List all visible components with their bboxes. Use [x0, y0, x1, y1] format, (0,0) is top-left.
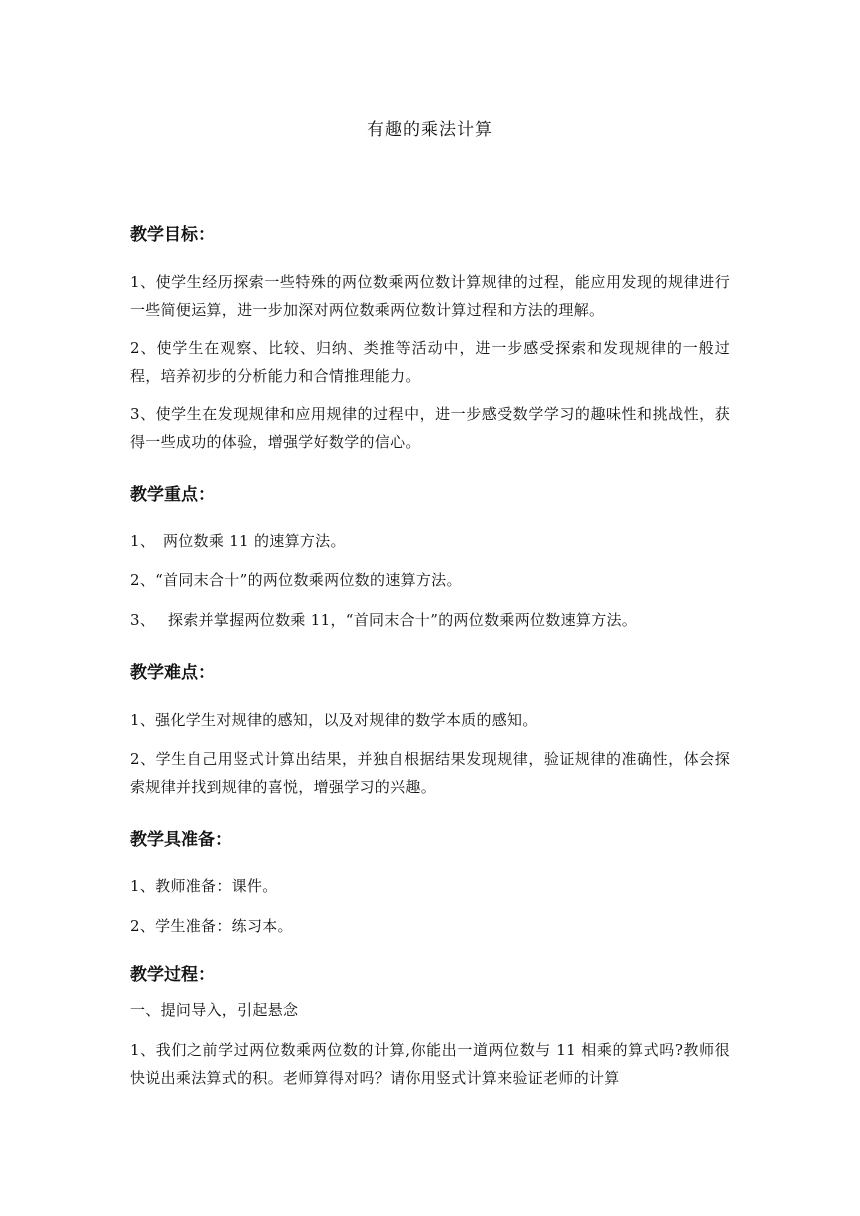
section-heading-process: 教学过程：	[130, 965, 215, 985]
section-heading-difficulties: 教学难点：	[130, 663, 215, 683]
difficulty-item-2: 2、学生自己用竖式计算出结果，并独自根据结果发现规律，验证规律的准确性，体会探索规律并找到规律的喜悦，增强学习的兴趣。	[130, 750, 730, 796]
section-heading-preparation: 教学具准备：	[130, 830, 232, 850]
key-point-item-2: 2、“首同末合十”的两位数乘两位数的速算方法。	[130, 571, 462, 589]
key-point-item-3: 3、 探索并掌握两位数乘 11，“首同末合十”的两位数乘两位数速算方法。	[130, 611, 638, 629]
goal-item-3: 3、使学生在发现规律和应用规律的过程中，进一步感受数学学习的趣味性和挑战性，获得一些成功的体验，增强学好数学的信心。	[130, 405, 730, 451]
goal-item-2: 2、使学生在观察、比较、归纳、类推等活动中，进一步感受探索和发现规律的一般过程，培养初步的分析能力和合情推理能力。	[130, 339, 730, 385]
key-point-item-1: 1、 两位数乘 11 的速算方法。	[130, 532, 346, 550]
process-item-1: 一、提问导入，引起悬念	[130, 1001, 299, 1019]
preparation-item-1: 1、教师准备：课件。	[130, 877, 278, 895]
section-heading-goals: 教学目标：	[130, 225, 215, 245]
difficulty-item-1: 1、强化学生对规律的感知，以及对规律的数学本质的感知。	[130, 711, 538, 729]
section-heading-key-points: 教学重点：	[130, 485, 215, 505]
document-title: 有趣的乘法计算	[367, 120, 493, 140]
process-item-2: 1、我们之前学过两位数乘两位数的计算,你能出一道两位数与 11 相乘的算式吗?教师很快说出乘法算式的积。老师算得对吗？请你用竖式计算来验证老师的计算	[130, 1041, 730, 1087]
goal-item-1: 1、使学生经历探索一些特殊的两位数乘两位数计算规律的过程，能应用发现的规律进行一些简便运算，进一步加深对两位数乘两位数计算过程和方法的理解。	[130, 273, 730, 319]
preparation-item-2: 2、学生准备：练习本。	[130, 917, 293, 935]
